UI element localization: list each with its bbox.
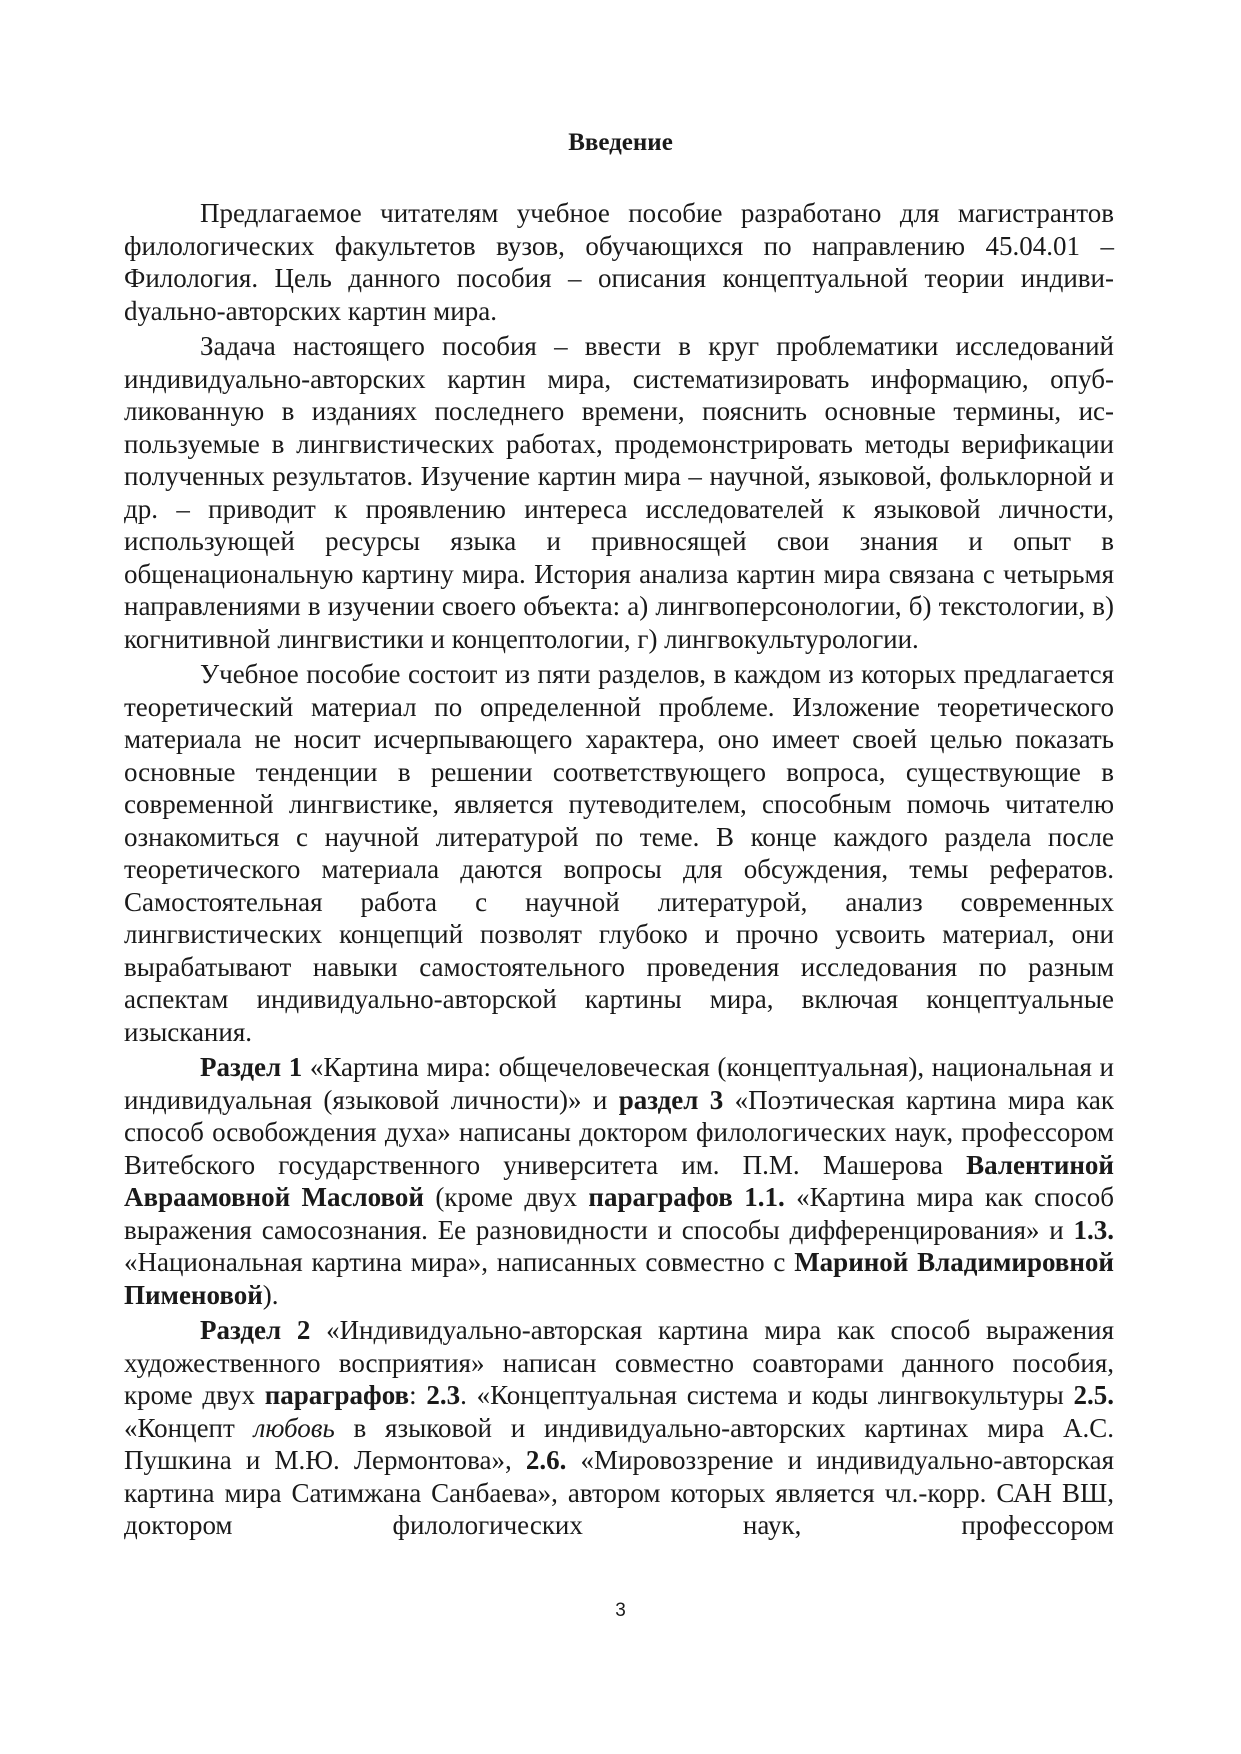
- text-run: «Индивидуально-авторская картина мира как способ выражения художественного восприятия» написан совместно соавторами данного пособия, кроме двух: [124, 1315, 1114, 1410]
- bold-text: Раздел 2: [200, 1315, 311, 1345]
- text-run: (кроме двух: [423, 1182, 589, 1212]
- bold-text: Раздел 1: [200, 1052, 303, 1082]
- text-run: «Картина мира: общечеловеческая (концептуальная), национальная и индивидуальная (языковой личности)» и: [124, 1052, 1114, 1115]
- text-run: «Картина мира как способ выражения самосознания. Ее разновидности и способы дифференцирования» и: [124, 1182, 1114, 1245]
- italic-text: любовь: [253, 1412, 335, 1443]
- bold-text: параграфов: [264, 1380, 410, 1410]
- paragraph-5: [124, 1314, 1114, 1542]
- bold-text: 2.5.: [1073, 1380, 1114, 1410]
- bold-text: 2.3: [426, 1380, 461, 1410]
- text-run: . «Концептуальная система и коды лингвокультуры: [460, 1380, 1074, 1410]
- text-run: «Мировоззрение и индивидуально-авторская картина мира Сатимжана Санбаева», автором которых является чл.-корр. САН ВШ, доктором филологических наук, профессором: [124, 1445, 1114, 1540]
- bold-text: 1.3.: [1073, 1214, 1114, 1245]
- bold-text: параграфов 1.1.: [588, 1182, 785, 1212]
- text-run: ).: [262, 1279, 279, 1310]
- text-run: «Концепт: [124, 1412, 254, 1443]
- bold-text: 2.6.: [525, 1445, 567, 1475]
- page-title: Введение: [568, 129, 673, 156]
- page-number: 3: [615, 1600, 626, 1621]
- bold-text: Мариной Владимировной Пименовой: [124, 1247, 1114, 1310]
- paragraph-1: Предлагаемое читателям учебное пособие разработано для магистрантов филологических факультетов вузов, обучающихся по направлению 45.04.01 – Филология. Цель данного пособия – описания концептуальной теории индивиdуально-авторских картин мира.: [124, 198, 1114, 326]
- bold-text: Валентиной Авраамовной Масловой: [124, 1149, 1114, 1212]
- paragraph-3: Учебное пособие состоит из пяти разделов, в каждом из которых предлагается теоретический материал по определенной проблеме. Изложение теоретического материала не носит исчерпывающего характера, оно имеет своей целью показать основные тенденции в решении соответствующего вопроса, существующие в современной лингвистике, является путеводителем, способным помочь читателю ознакомиться с научной литературой по теме. В конце каждого раздела после теоретического материала даются вопросы для обсуждения, темы рефератов. Самостоятельная работа с научной литературой, анализ современных лингвистических концепций позволят глубоко и прочно усвоить материал, они вырабатывают навыки самостоятельного проведения исследования по разным аспектам индивидуально-авторской картины мира, включая концептуальные изыскания.: [124, 659, 1114, 1047]
- text-run: «Поэтическая картина мира как способ освобождения духа» написаны доктором филологических наук, профессором Витебского государственного университета им. П.М. Машерова: [124, 1084, 1115, 1180]
- text-run: «Национальная картина мира», написанных совместно с: [124, 1247, 795, 1277]
- body-text: [124, 197, 1114, 1545]
- bold-text: раздел 3: [618, 1084, 724, 1115]
- paragraph-2: Задача настоящего пособия – ввести в круг проблематики исследований индивидуально-авторских картин мира, систематизировать информацию, опубликованную в изданиях последнего времени, пояснить основные термины, используемые в лингвистических работах, продемонстрировать методы верификации полученных результатов. Изучение картин мира – научной, языковой, фольклорной и др. – приводит к проявлению интереса исследователей к языковой личности, использующей ресурсы языка и привносящей свои знания и опыт в общенациональную картину мира. История анализа картин мира связана с четырьмя направлениями в изучении своего объекта: а) лингвоперсонологии, б) текстологии, в) когнитивной лингвистики и концептологии, г) лингвокультурологии.: [124, 331, 1114, 654]
- text-run: в языковой и индивидуально-авторских картинах мира А.С. Пушкина и М.Ю. Лермонтова»,: [124, 1412, 1114, 1475]
- text-run: :: [409, 1380, 427, 1410]
- paragraph-4: [124, 1051, 1114, 1311]
